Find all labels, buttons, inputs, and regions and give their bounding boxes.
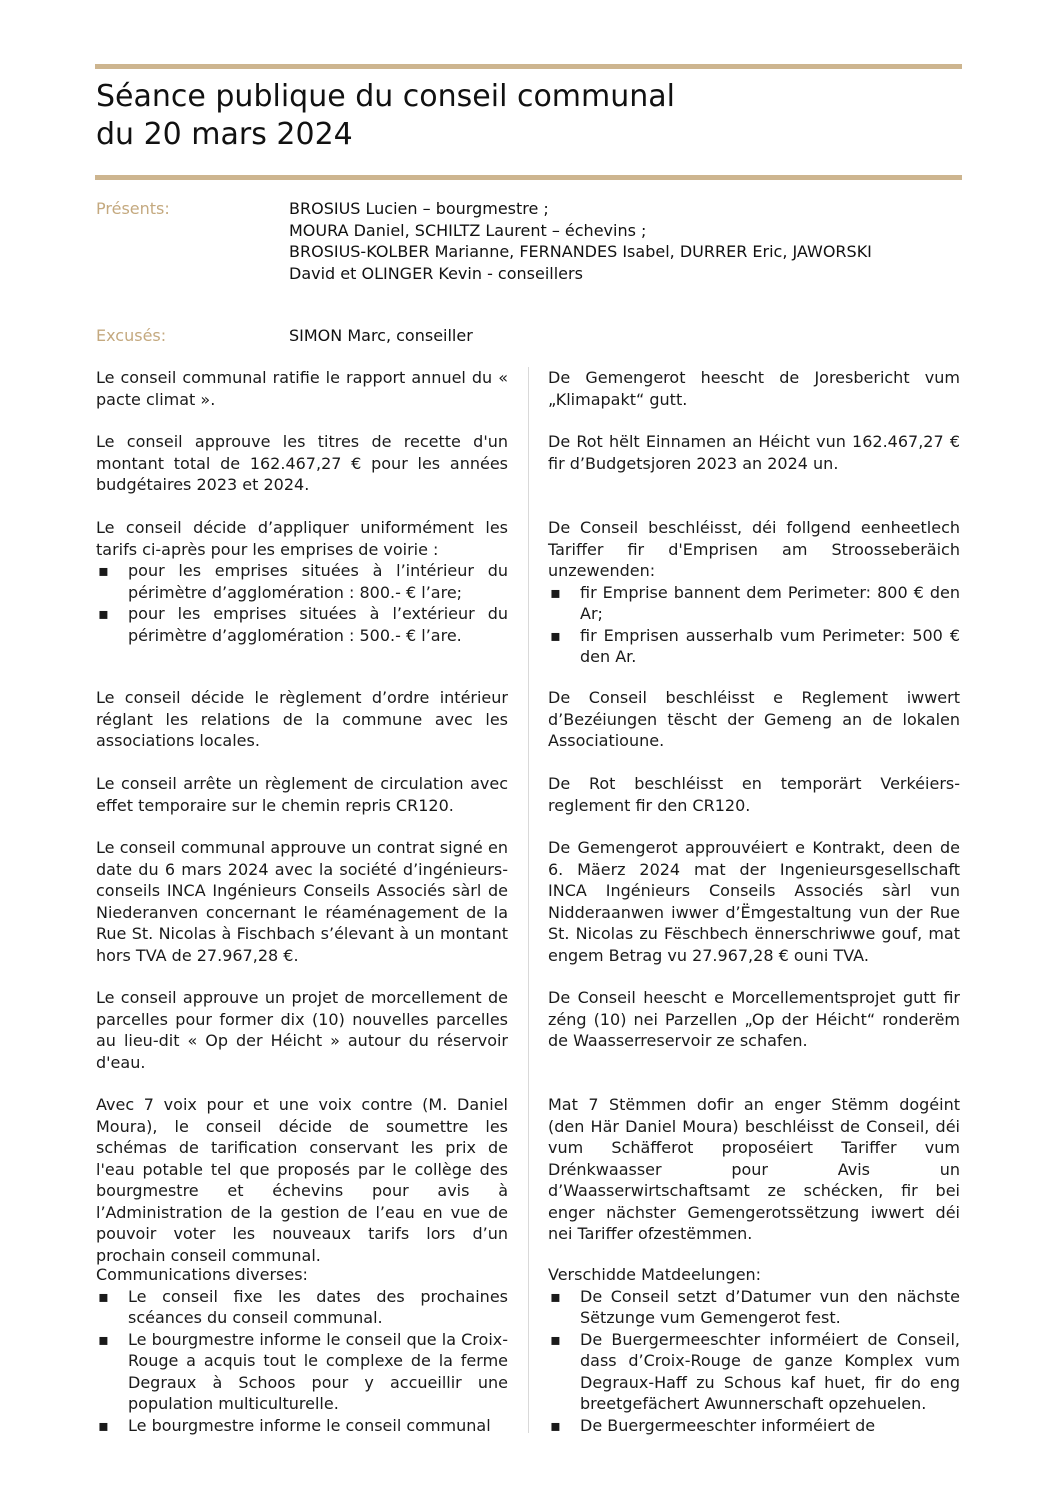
lb-item-road-tariffs: De Conseil beschléisst, déi follgend eenheetlech Tariffer fir d'Emprisen am Stroosseberäich unzewenden: ▪ fir Emprise bannent dem Perimeter: 800 € den Ar; ▪ fir Emprisen ausserhalb vum Perimeter: 500 € den Ar. [548, 518, 960, 666]
list-item: ▪ fir Emprise bannent dem Perimeter: 800 € den Ar; [550, 582, 960, 623]
page-title [96, 78, 956, 154]
lb-item-traffic-rule: De Rot beschléisst en temporärt Verkéiers-reglement fir den CR120. [548, 774, 960, 815]
fr-item-water-tariffs: Avec 7 voix pour et une voix contre (M. Daniel Moura), le conseil décide de soumettre les schémas de tarification conservant les prix de l'eau potable tel que proposés par le collège des bourgmestre et échevins pour avis à l’Administration de la gestion de l’eau en vue de pouvoir voter les nouveaux tarifs lors d’un prochain conseil communal. [96, 1095, 508, 1265]
list-item: ▪ De Buergermeeschter informéiert de [550, 1415, 876, 1435]
bullet-icon: ▪ [98, 1415, 109, 1435]
lb-item-contract: De Gemengerot approuvéiert e Kontrakt, deen de 6. Mäerz 2024 mat der Ingenieursgesellschaft INCA Ingénieurs Conseils Associés sàrl vun Nidderaanwen iwwer d’Ëmgestaltung vun der Rue St. Nicolas zu Fëschbech ënnerschriwwe gouf, mat engem Betrag vu 27.967,28 € ouni TVA. [548, 838, 960, 965]
fr-item-internal-rules: Le conseil décide le règlement d’ordre intérieur réglant les relations de la commune avec les associations locales. [96, 688, 508, 750]
top-rule [95, 64, 962, 69]
fr-item-parcels: Le conseil approuve un projet de morcellement de parcelles pour former dix (10) nouvelles parcelles au lieu-dit « Op der Héicht » autour du réservoir d'eau. [96, 988, 508, 1072]
title-line-2: du 20 mars 2024 [96, 117, 353, 152]
list-item: ▪ fir Emprisen ausserhalb vum Perimeter: 500 € den Ar. [550, 625, 960, 666]
header-rule [95, 175, 962, 180]
lb-item-revenue-titles: De Rot hëlt Einnamen an Héicht vun 162.467,27 € fir d’Budgetsjoren 2023 an 2024 un. [548, 432, 960, 473]
bullet-icon: ▪ [98, 1286, 109, 1306]
present-line: BROSIUS-KOLBER Marianne, FERNANDES Isabel, DURRER Eric, JAWORSKI [289, 242, 872, 261]
bullet-icon: ▪ [550, 1415, 561, 1435]
present-line: MOURA Daniel, SCHILTZ Laurent – échevins ; [289, 220, 647, 240]
lb-item-parcels: De Conseil heescht e Morcellementsprojet gutt fir zéng (10) nei Parzellen „Op der Héicht“ ronderëm de Waasserreservoir ze schafen. [548, 988, 960, 1050]
list-item: ▪ Le conseil fixe les dates des prochaines scéances du conseil communal. [98, 1286, 508, 1327]
fr-item-road-tariffs: Le conseil décide d’appliquer uniformément les tarifs ci-après pour les emprises de voirie : ▪ pour les emprises situées à l’intérieur du périmètre d’agglomération : 800.- € l’are; ▪ pour les emprises situées à l’extérieur du périmètre d’agglomération : 500.- € l’are. [96, 518, 508, 645]
bullet-icon: ▪ [550, 625, 561, 645]
lb-item-communications: Verschidde Matdeelungen: ▪ De Conseil setzt d’Datumer vun den nächste Sëtzunge vum Gemengerot fest. ▪ De Buergermeeschter informéiert de Conseil, dass d’Croix-Rouge de ganze Komplex vum Degraux-Haff zu Schous kaf huet, fir do eng breetgefächert Awunnerschaft opzehuelen. ▪ De Buergermeeschter informéiert de [548, 1265, 960, 1435]
title-line-1: Séance publique du conseil communal [96, 79, 675, 114]
fr-item-traffic-rule: Le conseil arrête un règlement de circulation avec effet temporaire sur le chemin repris CR120. [96, 774, 508, 815]
present-label: Présents: [96, 199, 170, 218]
present-list [289, 198, 959, 284]
fr-item-revenue-titles: Le conseil approuve les titres de recette d'un montant total de 162.467,27 € pour les années budgétaires 2023 et 2024. [96, 432, 508, 494]
bullet-icon: ▪ [98, 1329, 109, 1349]
column-divider [528, 367, 529, 1433]
list-item: ▪ pour les emprises situées à l’intérieur du périmètre d’agglomération : 800.- € l’are; [98, 561, 508, 602]
bullet-icon: ▪ [550, 1329, 561, 1349]
lb-item-water-tariffs: Mat 7 Stëmmen dofir an enger Stëmm dogéint (den Här Daniel Moura) beschléisst de Conseil, déi vum Schäfferot proposéiert Tariffer vum Drénkwaasser pour Avis un d’Waasserwirtschaftsamt ze schécken, fir bei enger nächster Gemengerotssëtzung iwwert déi nei Tariffer ofzestëmmen. [548, 1095, 960, 1243]
fr-item-contract: Le conseil communal approuve un contrat signé en date du 6 mars 2024 avec la société d’ingénieurs-conseils INCA Ingénieurs Conseils Associés sàrl de Niederanven concernant le réaménagement de la Rue St. Nicolas à Fischbach s’élevant à un montant hors TVA de 27.967,28 €. [96, 838, 508, 965]
bullet-icon: ▪ [550, 1286, 561, 1306]
fr-item-climate-pact: Le conseil communal ratifie le rapport annuel du « pacte climat ». [96, 368, 508, 409]
list-item: ▪ De Buergermeeschter informéiert de Conseil, dass d’Croix-Rouge de ganze Komplex vum Degraux-Haff zu Schous kaf huet, fir do eng breetgefächert Awunnerschaft opzehuelen. [550, 1329, 960, 1413]
lb-item-internal-rules: De Conseil beschléisst e Reglement iwwert d’Bezéiungen tëscht der Gemeng an de lokalen Associatioune. [548, 688, 960, 750]
bullet-icon: ▪ [98, 561, 109, 580]
fr-item-communications: Communications diverses: ▪ Le conseil fixe les dates des prochaines scéances du conseil communal. ▪ Le bourgmestre informe le conseil que la Croix-Rouge a acquis tout le complexe de la ferme Degraux à Schoos pour y accueillir une population multiculturelle. ▪ Le bourgmestre informe le conseil communal [96, 1265, 508, 1435]
excused-value: SIMON Marc, conseiller [289, 326, 473, 345]
present-line: David et OLINGER Kevin - conseillers [289, 263, 583, 283]
excused-label: Excusés: [96, 326, 167, 345]
bullet-icon: ▪ [98, 604, 109, 623]
list-item: ▪ Le bourgmestre informe le conseil communal [98, 1415, 491, 1435]
bullet-icon: ▪ [550, 582, 561, 602]
list-item: ▪ Le bourgmestre informe le conseil que la Croix-Rouge a acquis tout le complexe de la ferme Degraux à Schoos pour y accueillir une population multiculturelle. [98, 1329, 508, 1413]
list-item: ▪ pour les emprises situées à l’extérieur du périmètre d’agglomération : 500.- € l’are. [98, 604, 508, 645]
list-item: ▪ De Conseil setzt d’Datumer vun den nächste Sëtzunge vum Gemengerot fest. [550, 1286, 960, 1327]
present-line: BROSIUS Lucien – bourgmestre ; [289, 199, 549, 218]
lb-item-climate-pact: De Gemengerot heescht de Joresbericht vum „Klimapakt“ gutt. [548, 368, 960, 409]
